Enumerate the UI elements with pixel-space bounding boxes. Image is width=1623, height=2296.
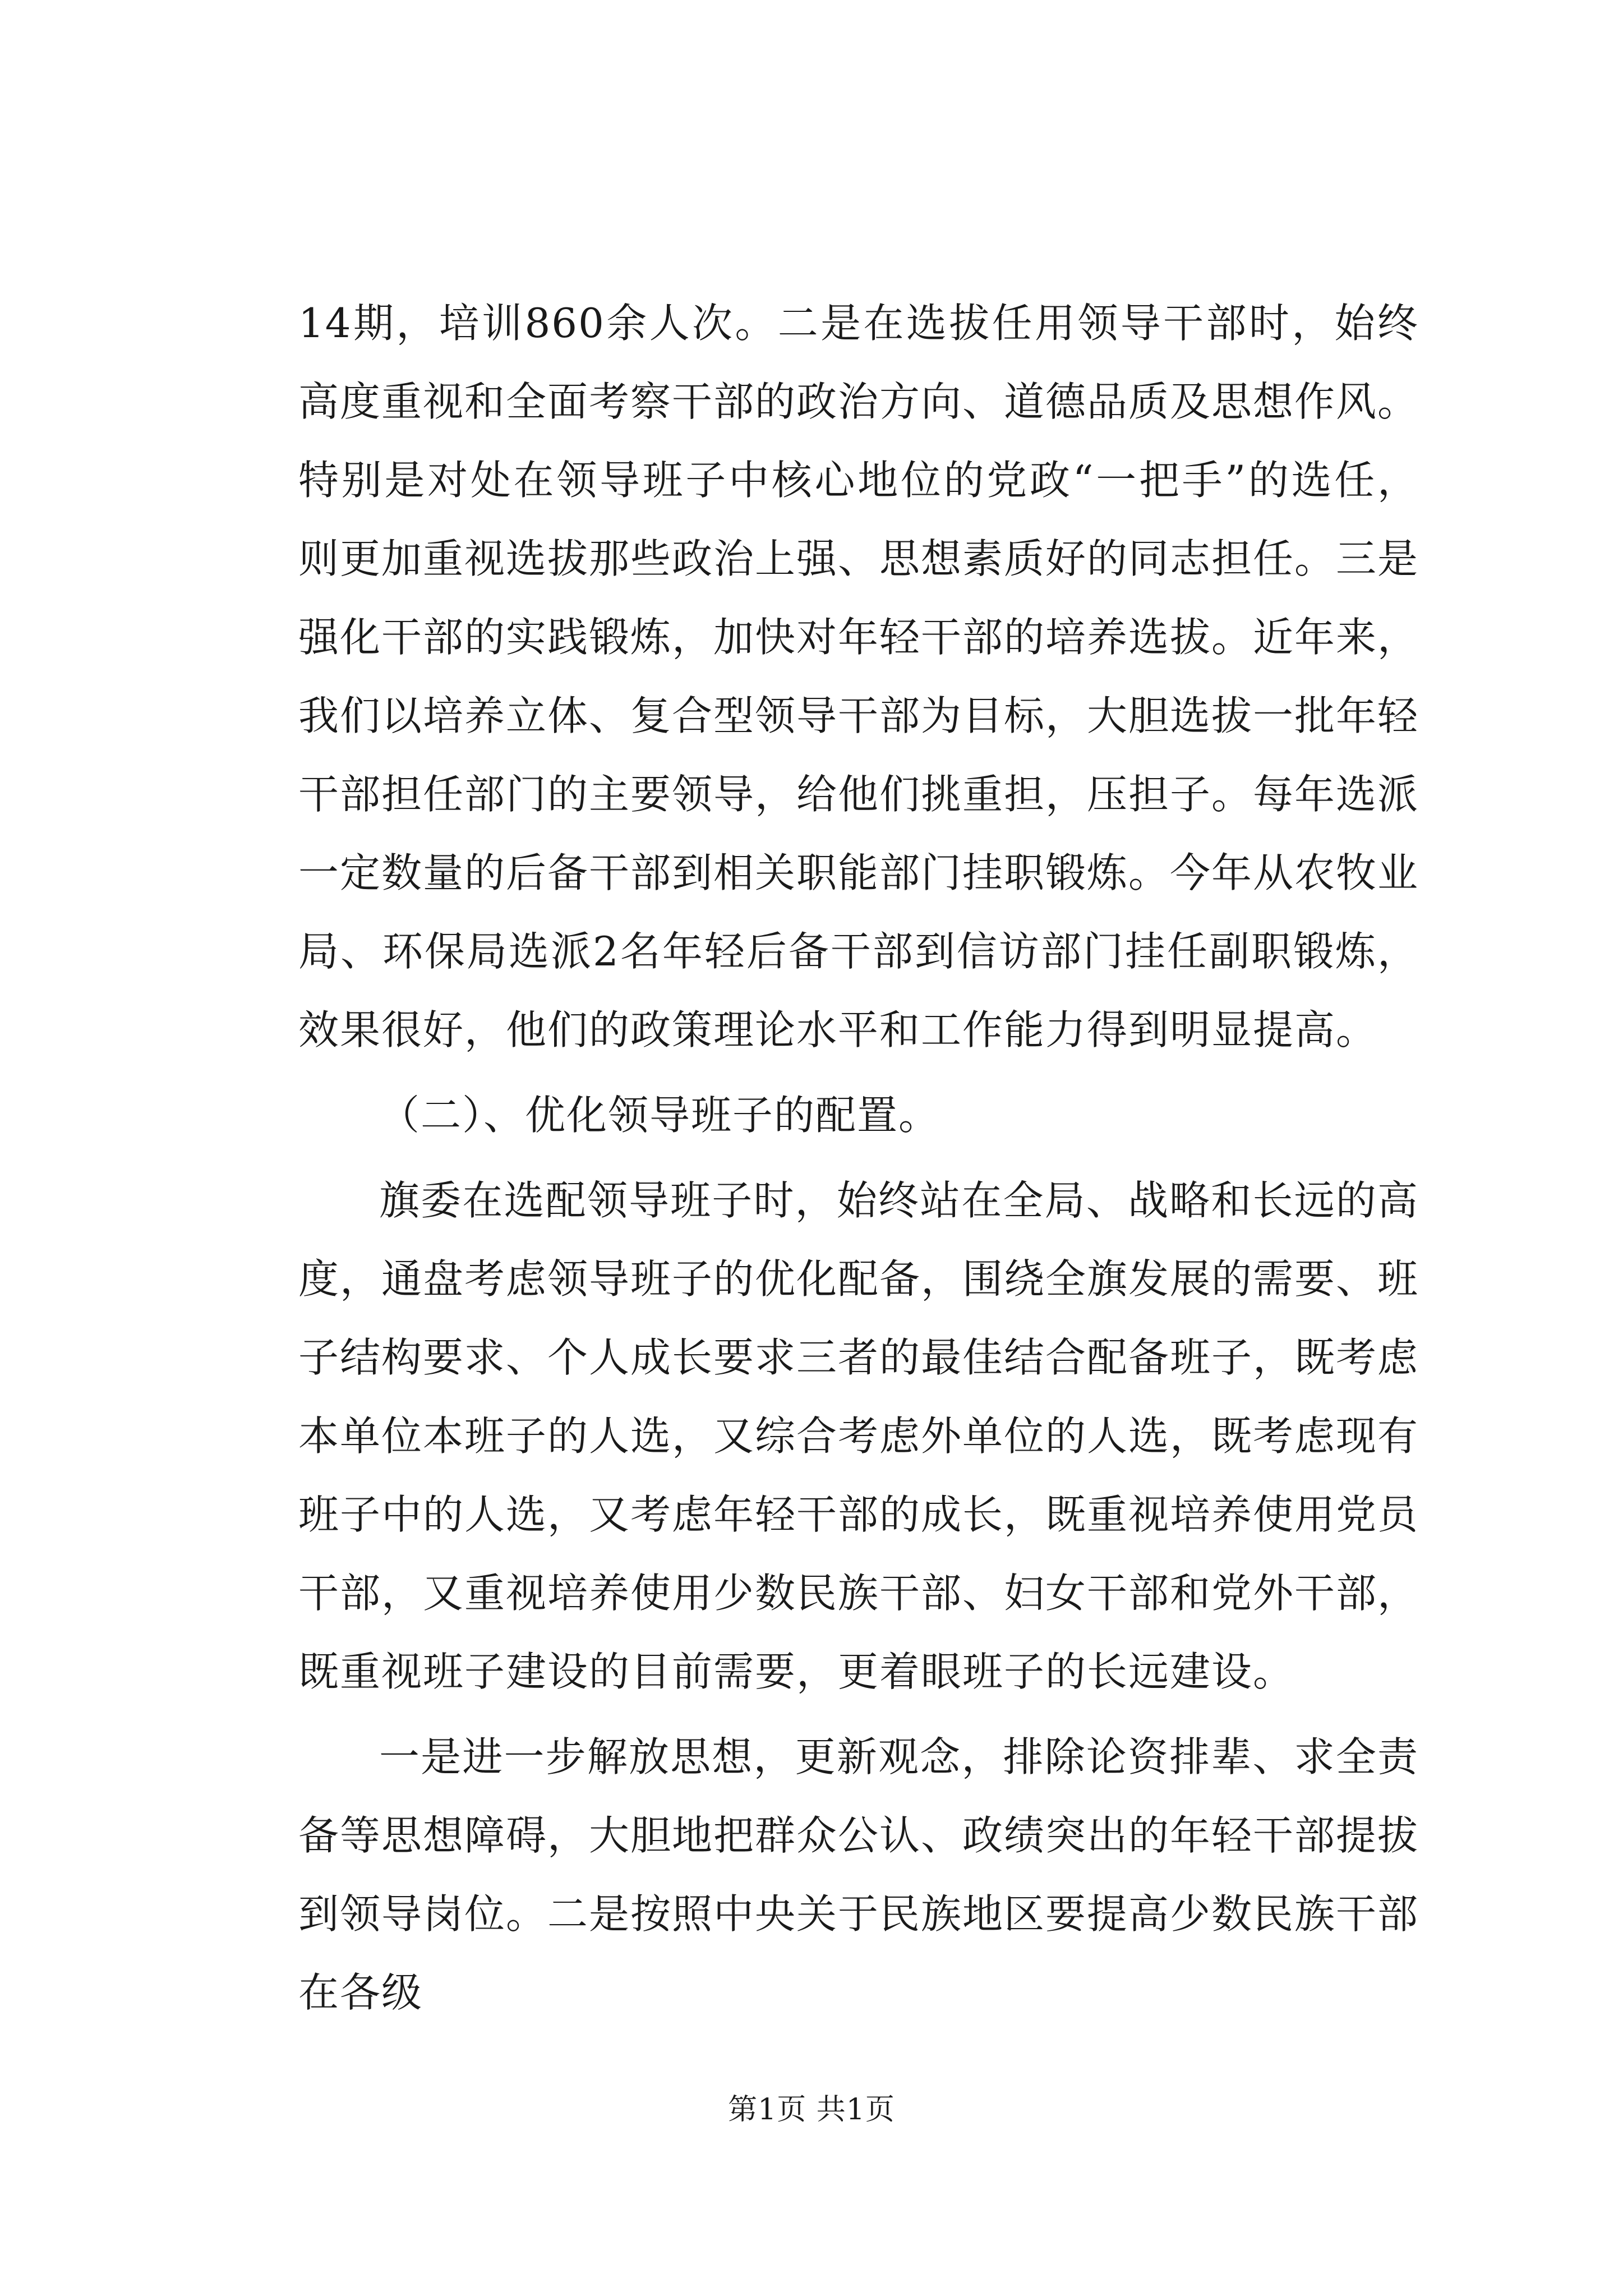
document-body	[298, 284, 1419, 2032]
paragraph-training-and-selection: 14期，培训860余人次。二是在选拔任用领导干部时，始终高度重视和全面考察干部的政治方向、道德品质及思想作风。特别是对处在领导班子中核心地位的党政“一把手”的选任，则更加重视选拔那些政治上强、思想素质好的同志担任。三是强化干部的实践锻炼，加快对年轻干部的培养选拔。近年来，我们以培养立体、复合型领导干部为目标，大胆选拔一批年轻干部担任部门的主要领导，给他们挑重担，压担子。每年选派一定数量的后备干部到相关职能部门挂职锻炼。今年从农牧业局、环保局选派2名年轻后备干部到信访部门挂任副职锻炼，效果很好，他们的政策理论水平和工作能力得到明显提高。	[298, 300, 1419, 1053]
page-footer: 第1页 共1页	[728, 2093, 895, 2127]
section-heading-optimize-team: （二）、优化领导班子的配置。	[379, 1092, 940, 1139]
paragraph-liberate-thinking: 一是进一步解放思想，更新观念，排除论资排辈、求全责备等思想障碍，大胆地把群众公认、政绩突出的年轻干部提拔到领导岗位。二是按照中央关于民族地区要提高少数民族干部在各级	[298, 1733, 1419, 2016]
paragraph-team-configuration: 旗委在选配领导班子时，始终站在全局、战略和长远的高度，通盘考虑领导班子的优化配备，围绕全旗发展的需要、班子结构要求、个人成长要求三者的最佳结合配备班子，既考虑本单位本班子的人选，又综合考虑外单位的人选，既考虑现有班子中的人选，又考虑年轻干部的成长，既重视培养使用党员干部，又重视培养使用少数民族干部、妇女干部和党外干部，既重视班子建设的目前需要，更着眼班子的长远建设。	[298, 1177, 1419, 1695]
